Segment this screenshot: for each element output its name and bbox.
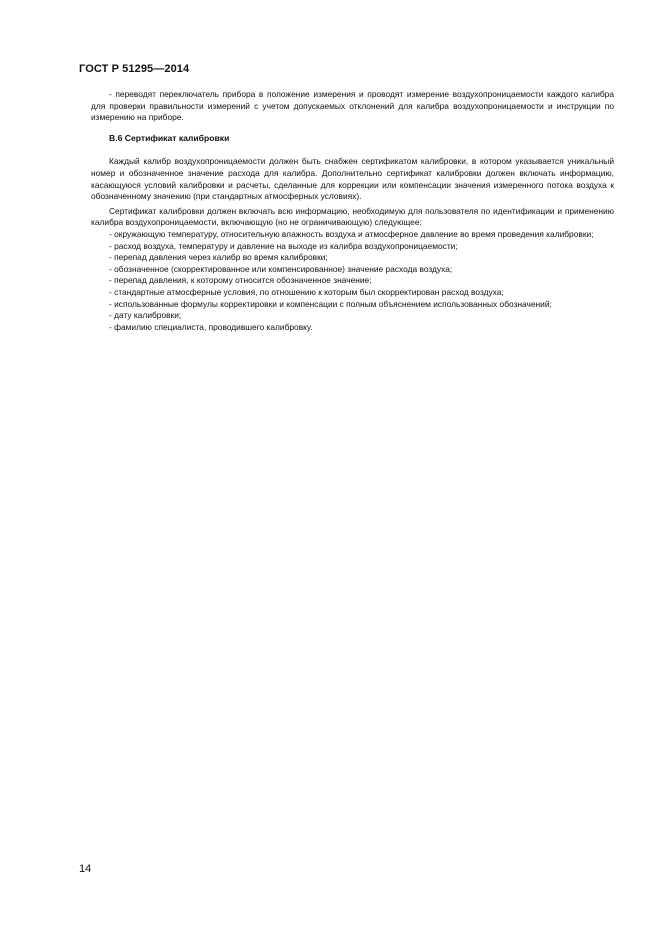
list-item: - окружающую температуру, относительную влажность воздуха и атмосферное давление во время проведения калибровки; — [109, 228, 594, 239]
paragraph-certificate-description: Каждый калибр воздухопроницаемости должен быть снабжен сертификатом калибровки, в котором указывается уникальный номер и обозначенное значение расхода для калибра. Дополнительно сертификат калибровки должен включать информацию, касающуюся условий калибровки и расчеты, сделанные для коррекции или компенсации значения измеренного потока воздуха к обозначенному значению (при стандартных атмосферных условиях). — [91, 156, 614, 202]
list-item: - стандартные атмосферные условия, по отношению к которым был скорректирован расход воздуха; — [109, 286, 504, 297]
list-item: - дату калибровки; — [109, 310, 182, 321]
section-title: В.6 Сертификат калибровки — [109, 132, 230, 143]
page-number: 14 — [79, 863, 92, 875]
list-item: - расход воздуха, температуру и давление на выходе из калибра воздухопроницаемости; — [109, 240, 458, 251]
list-item: - перепад давления, к которому относится обозначенное значение; — [109, 275, 372, 286]
list-item: - обозначенное (скорректированное или компенсированное) значение расхода воздуха; — [109, 263, 453, 274]
paragraph-certificate-requirements: Сертификат калибровки должен включать всю информацию, необходимую для пользователя по идентификации и применению калибра воздухопроницаемости, включающую (но не ограничивающую) следующее: — [91, 205, 614, 228]
document-header: ГОСТ Р 51295—2014 — [79, 63, 190, 75]
list-item: - фамилию специалиста, проводившего калибровку. — [109, 321, 313, 332]
document-body — [91, 89, 614, 333]
list-item: - перепад давления через калибр во время калибровки; — [109, 252, 328, 263]
list-item: - использованные формулы корректировки и компенсации с полным объяснением использованных обозначений; — [109, 298, 552, 309]
intro-paragraph: - переводят переключатель прибора в положение измерения и проводят измерение воздухопроницаемости каждого калибра для проверки правильности измерений с учетом допускаемых отклонений для калибра воздухопроницаемости и инструкции по измерению на приборе. — [91, 89, 614, 123]
